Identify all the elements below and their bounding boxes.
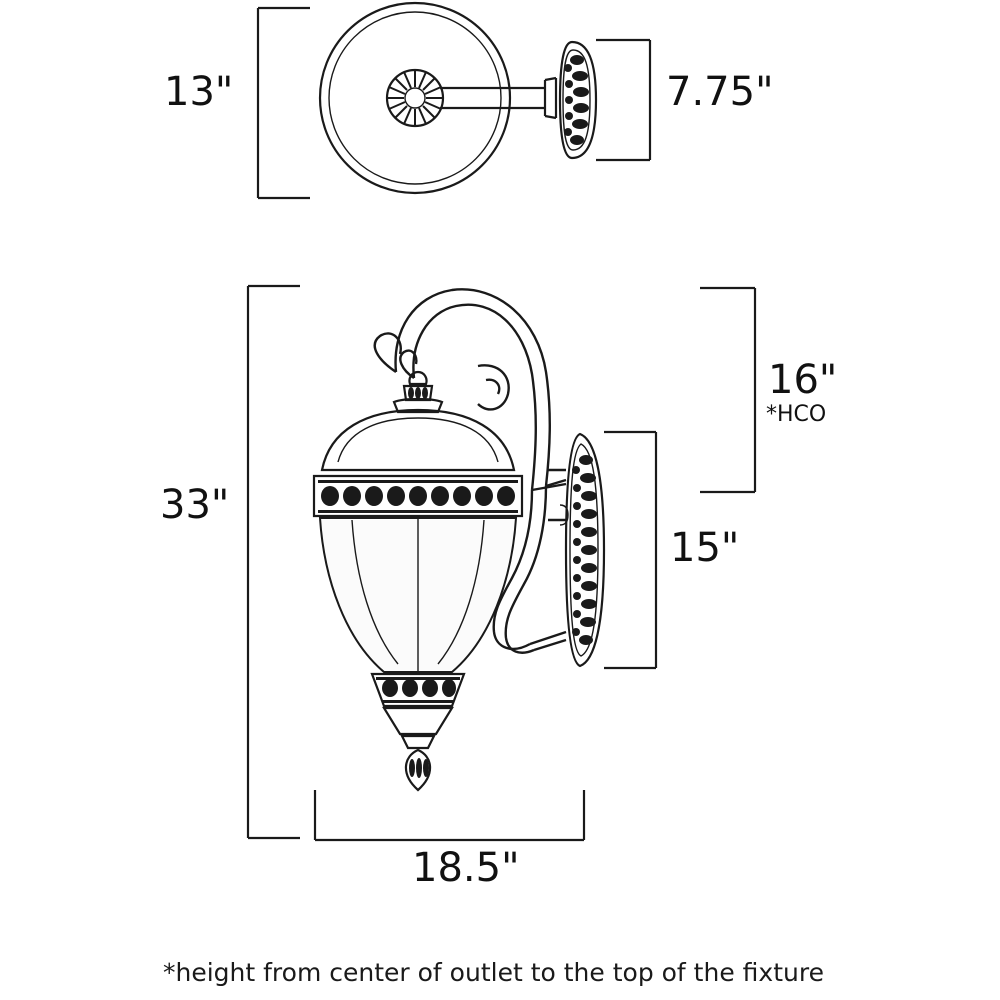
- top-view-wall-plate: [560, 42, 596, 158]
- dimension-label-15in: 15": [670, 525, 740, 571]
- footnote-text: *height from center of outlet to the top of the fixture: [163, 958, 824, 987]
- dimension-bracket-775in: [596, 40, 650, 160]
- side-view-wall-plate: [560, 434, 604, 666]
- top-finial: [394, 372, 442, 412]
- wall-plate-ornament-side: [572, 455, 597, 645]
- lantern-base: [384, 708, 452, 734]
- dimension-label-13in: 13": [164, 69, 234, 115]
- dimension-bracket-185in: [315, 790, 584, 840]
- dimension-bracket-33in: [248, 286, 300, 838]
- dimension-bracket-16in: [700, 288, 755, 492]
- top-view-arm: [440, 78, 556, 118]
- ornament-band-upper: [314, 476, 522, 516]
- dimension-label-16in: 16": [768, 357, 838, 403]
- dimension-label-775in: 7.75": [666, 69, 774, 115]
- ornament-band-lower: [372, 674, 464, 706]
- canopy-inner-circle: [329, 12, 501, 184]
- dimension-bracket-13in: [258, 8, 310, 198]
- wall-plate-ornament-top: [564, 55, 589, 145]
- dimension-label-hco: *HCO: [766, 402, 827, 427]
- bottom-finial: [406, 750, 430, 790]
- top-view-group: [258, 3, 650, 198]
- dimension-label-33in: 33": [160, 482, 230, 528]
- dimension-bracket-15in: [604, 432, 656, 668]
- dimension-label-185in: 18.5": [412, 845, 520, 891]
- canopy-outer-circle: [320, 3, 510, 193]
- canopy-rosette: [387, 70, 443, 126]
- lantern-body: [314, 372, 522, 790]
